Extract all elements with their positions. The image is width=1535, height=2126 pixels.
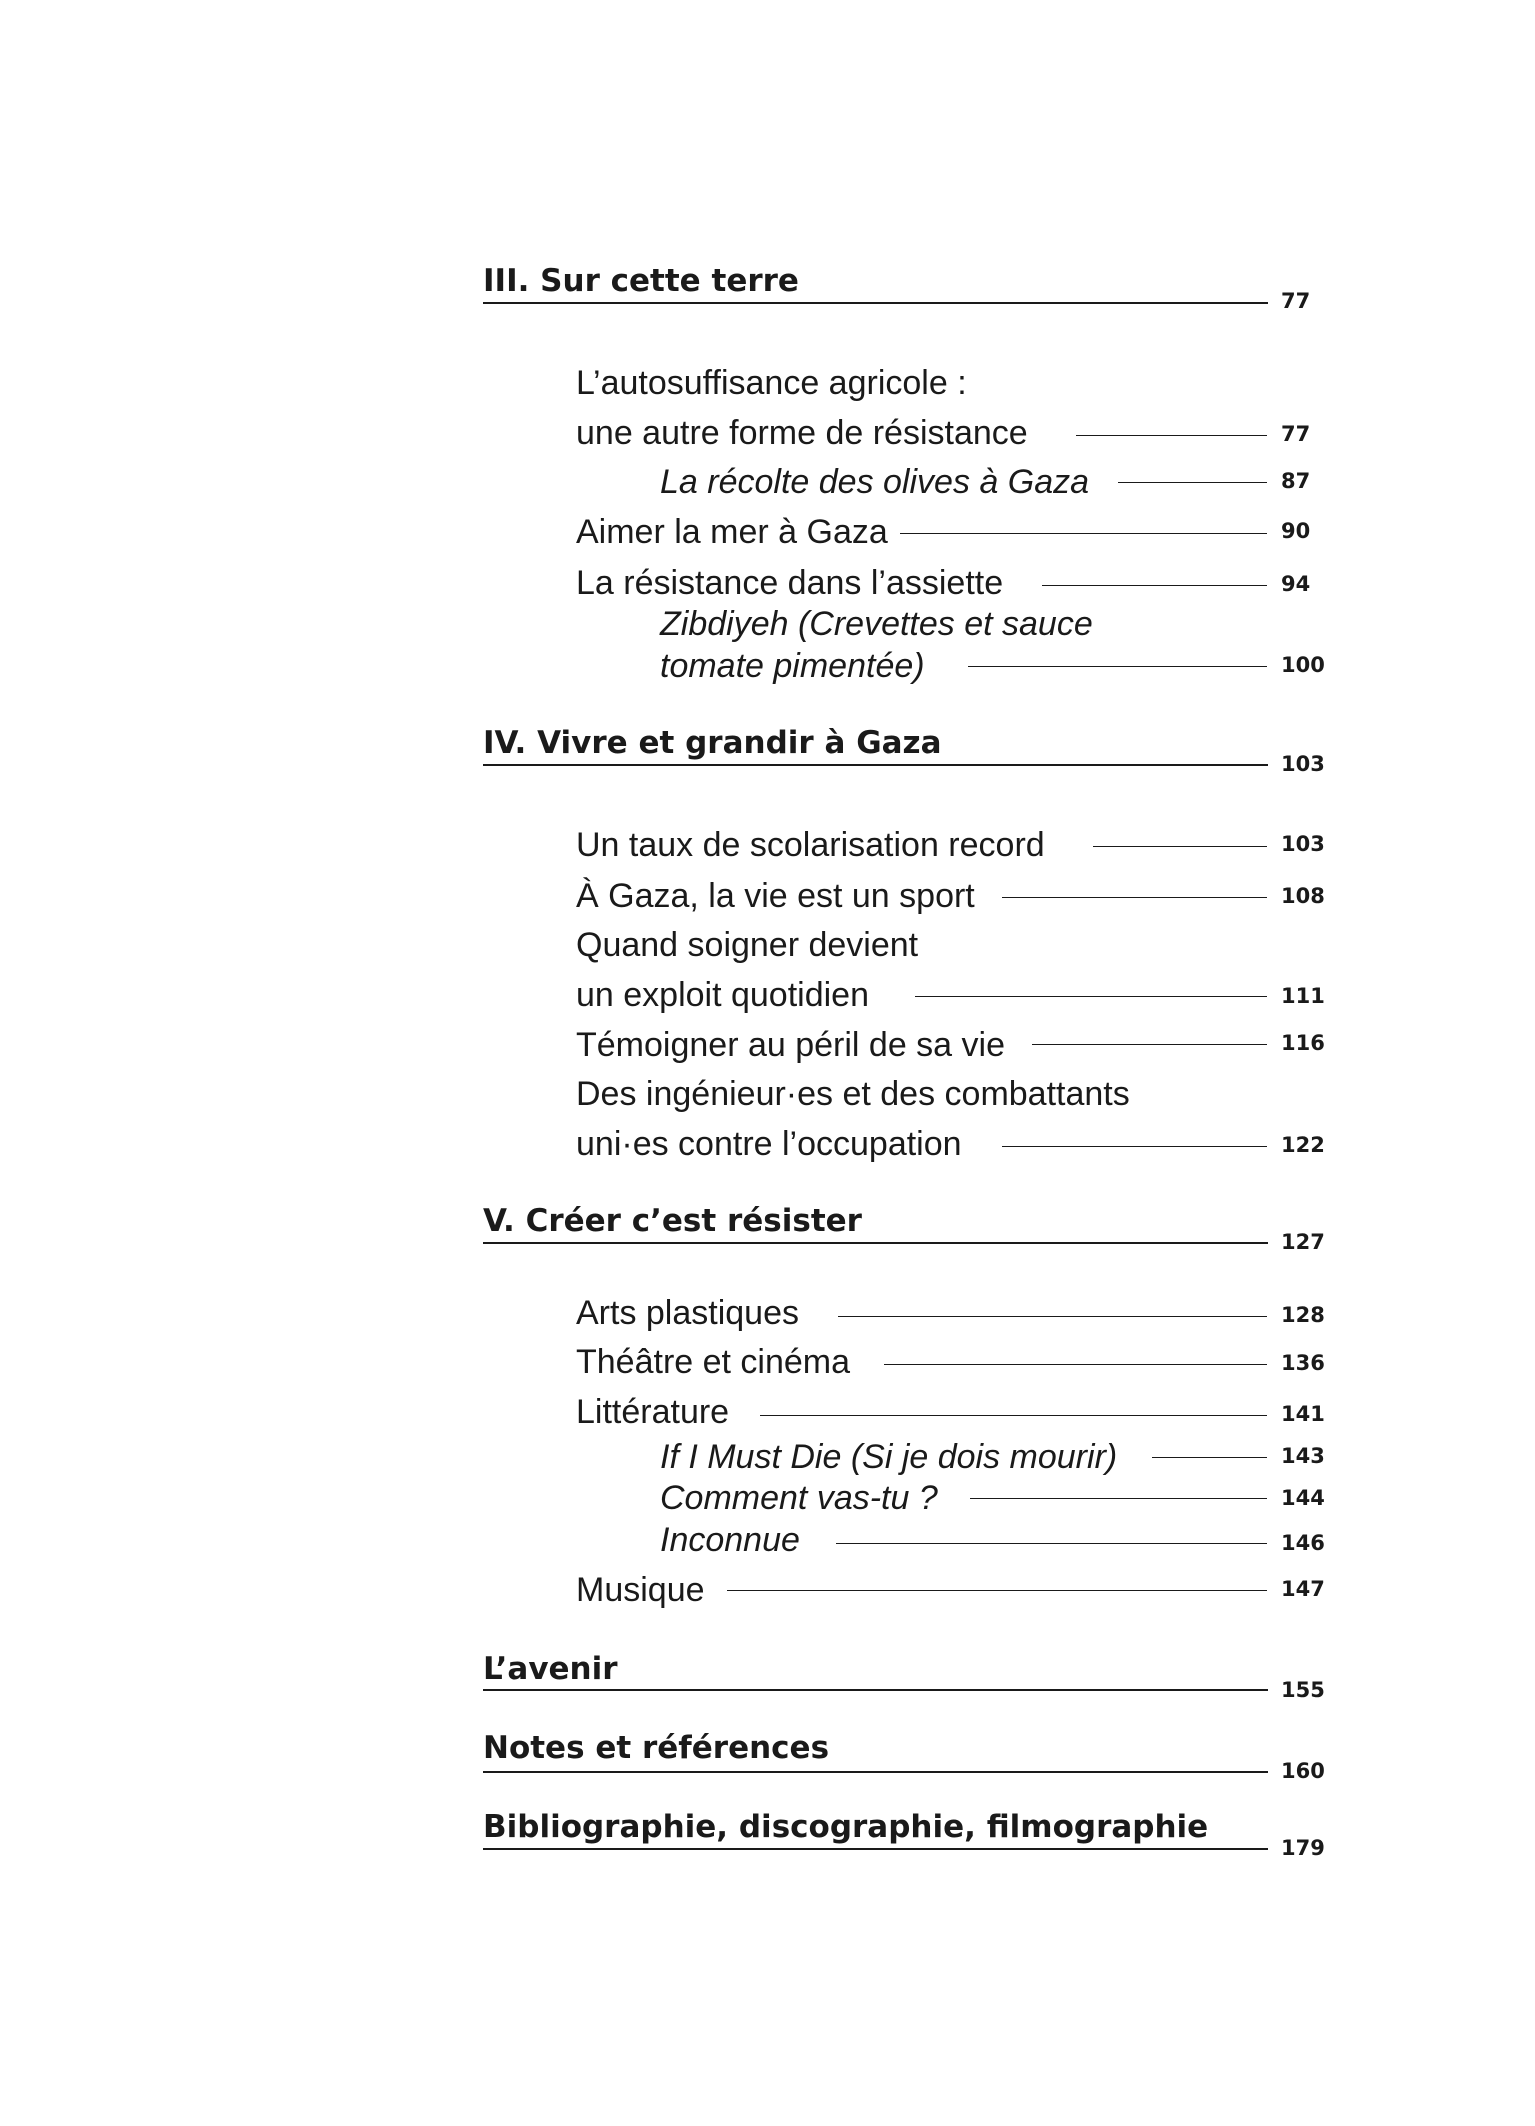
- page-number: 90: [1281, 519, 1311, 543]
- toc-entry-autosuffisance-line2[interactable]: une autre forme de résistance: [576, 414, 1028, 452]
- chapter-rule-v: [483, 1242, 1268, 1244]
- toc-subentry-recolte-olives[interactable]: La récolte des olives à Gaza: [660, 463, 1090, 501]
- chapter-title-avenir[interactable]: L’avenir: [483, 1651, 618, 1687]
- chapter-rule-avenir: [483, 1689, 1268, 1691]
- toc-subentry-zibdiyeh-line2[interactable]: tomate pimentée): [660, 647, 925, 685]
- chapter-rule-bibliographie: [483, 1848, 1268, 1850]
- leader-line: [1042, 585, 1267, 586]
- toc-entry-musique[interactable]: Musique: [576, 1571, 705, 1609]
- page-number: 94: [1281, 572, 1311, 596]
- page-number: 144: [1281, 1486, 1325, 1510]
- leader-line: [968, 666, 1267, 667]
- chapter-title-notes[interactable]: Notes et références: [483, 1730, 830, 1766]
- page-number: 116: [1281, 1031, 1325, 1055]
- chapter-page-iii: 77: [1281, 289, 1311, 313]
- page-number: 108: [1281, 884, 1325, 908]
- toc-entry-autosuffisance-line1[interactable]: L’autosuffisance agricole :: [576, 364, 967, 402]
- leader-line: [1032, 1044, 1267, 1045]
- toc-entry-arts-plastiques[interactable]: Arts plastiques: [576, 1294, 799, 1332]
- leader-line: [1002, 897, 1267, 898]
- toc-entry-soigner-line1[interactable]: Quand soigner devient: [576, 926, 919, 964]
- toc-entry-ingenieures-line2[interactable]: uni·es contre l’occupation: [576, 1125, 962, 1163]
- leader-line: [1118, 482, 1267, 483]
- chapter-title-v[interactable]: V. Créer c’est résister: [483, 1203, 862, 1239]
- chapter-rule-notes: [483, 1771, 1268, 1773]
- leader-line: [1152, 1457, 1267, 1458]
- leader-line: [836, 1543, 1267, 1544]
- chapter-rule-iv: [483, 764, 1268, 766]
- leader-line: [1002, 1146, 1267, 1147]
- toc-entry-aimer-la-mer[interactable]: Aimer la mer à Gaza: [576, 513, 888, 551]
- chapter-page-bibliographie: 179: [1281, 1836, 1325, 1860]
- page-number: 87: [1281, 469, 1311, 493]
- chapter-title-iv[interactable]: IV. Vivre et grandir à Gaza: [483, 725, 942, 761]
- chapter-title-bibliographie[interactable]: Bibliographie, discographie, filmographie: [483, 1809, 1209, 1845]
- page-number: 143: [1281, 1444, 1325, 1468]
- chapter-page-iv: 103: [1281, 752, 1325, 776]
- page-number: 147: [1281, 1577, 1325, 1601]
- page-number: 146: [1281, 1531, 1325, 1555]
- page-number: 128: [1281, 1303, 1325, 1327]
- leader-line: [900, 533, 1267, 534]
- page-number: 111: [1281, 984, 1325, 1008]
- toc-entry-ingenieures-line1[interactable]: Des ingénieur·es et des combattants: [576, 1075, 1130, 1113]
- toc-entry-soigner-line2[interactable]: un exploit quotidien: [576, 976, 870, 1014]
- toc-subentry-comment-vas-tu[interactable]: Comment vas-tu ?: [660, 1479, 938, 1517]
- toc-subentry-inconnue[interactable]: Inconnue: [660, 1521, 800, 1559]
- leader-line: [838, 1316, 1267, 1317]
- page-number: 100: [1281, 653, 1325, 677]
- page-number: 122: [1281, 1133, 1325, 1157]
- leader-line: [760, 1415, 1267, 1416]
- toc-entry-vie-sport[interactable]: À Gaza, la vie est un sport: [576, 877, 975, 915]
- leader-line: [1093, 846, 1267, 847]
- page-number: 103: [1281, 832, 1325, 856]
- toc-entry-resistance-assiette[interactable]: La résistance dans l’assiette: [576, 564, 1004, 602]
- chapter-page-avenir: 155: [1281, 1678, 1325, 1702]
- page-number: 136: [1281, 1351, 1325, 1375]
- toc-entry-scolarisation[interactable]: Un taux de scolarisation record: [576, 826, 1045, 864]
- chapter-rule-iii: [483, 302, 1268, 304]
- leader-line: [884, 1364, 1267, 1365]
- toc-entry-theatre-cinema[interactable]: Théâtre et cinéma: [576, 1343, 851, 1381]
- chapter-title-iii[interactable]: III. Sur cette terre: [483, 263, 799, 299]
- toc-entry-litterature[interactable]: Littérature: [576, 1393, 730, 1431]
- leader-line: [915, 996, 1267, 997]
- chapter-page-v: 127: [1281, 1230, 1325, 1254]
- page-number: 77: [1281, 422, 1311, 446]
- leader-line: [1076, 435, 1267, 436]
- chapter-page-notes: 160: [1281, 1759, 1325, 1783]
- page-number: 141: [1281, 1402, 1325, 1426]
- leader-line: [727, 1590, 1267, 1591]
- leader-line: [970, 1498, 1267, 1499]
- toc-entry-temoigner[interactable]: Témoigner au péril de sa vie: [576, 1026, 1006, 1064]
- toc-subentry-if-i-must-die[interactable]: If I Must Die (Si je dois mourir): [660, 1438, 1118, 1476]
- toc-subentry-zibdiyeh-line1[interactable]: Zibdiyeh (Crevettes et sauce: [660, 605, 1093, 643]
